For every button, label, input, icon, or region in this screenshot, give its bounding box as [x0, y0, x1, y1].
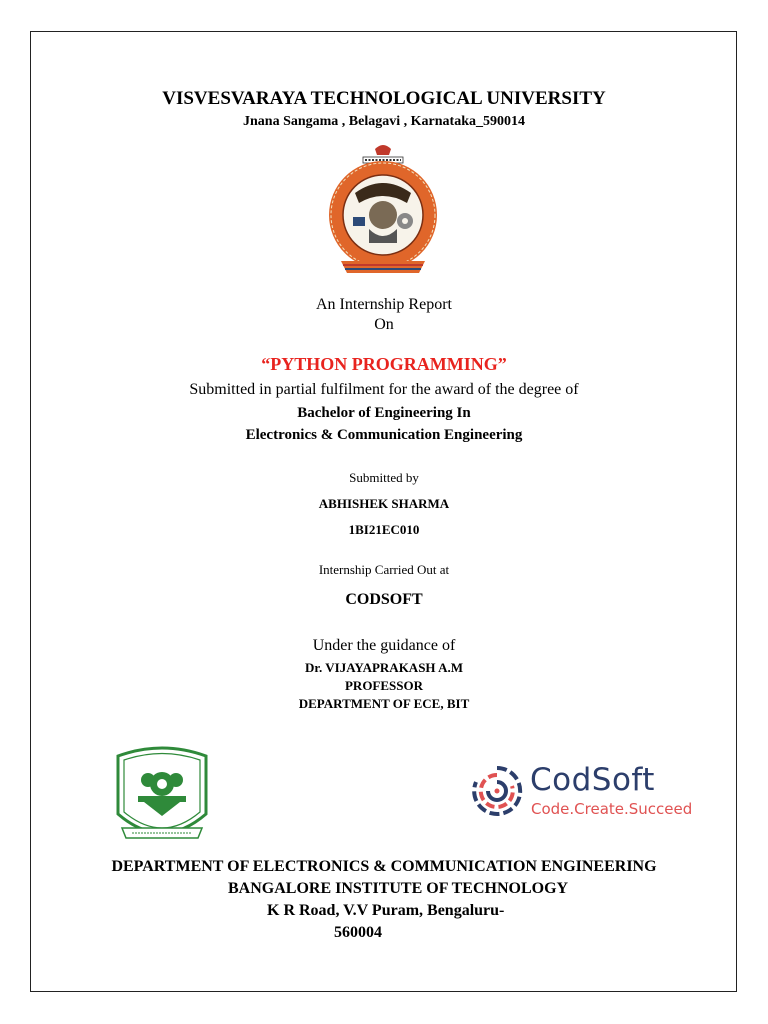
guide-designation: PROFESSOR — [344, 678, 423, 693]
footer-department: DEPARTMENT OF ELECTRONICS & COMMUNICATION ENGINEERING — [111, 858, 657, 875]
submitted-by-label: Submitted by — [349, 470, 419, 485]
university-name: VISVESVARAYA TECHNOLOGICAL UNIVERSITY — [162, 88, 606, 109]
university-address: Jnana Sangama , Belagavi , Karnataka_590014 — [243, 114, 525, 129]
internship-label: Internship Carried Out at — [318, 562, 450, 577]
bit-logo — [108, 744, 216, 846]
codsoft-tagline: Code.Create.Succeed — [531, 800, 693, 818]
student-name: ABHISHEK SHARMA — [318, 496, 450, 511]
codsoft-name: CodSoft — [530, 762, 655, 798]
degree-line1: Bachelor of Engineering In — [297, 405, 471, 421]
footer-institute: BANGALORE INSTITUTE OF TECHNOLOGY — [228, 880, 569, 897]
guidance-label: Under the guidance of — [312, 637, 456, 654]
report-title: “PYTHON PROGRAMMING” — [261, 354, 507, 374]
codsoft-spiral-icon — [470, 764, 524, 818]
vtu-logo — [323, 143, 443, 281]
report-heading-line2: On — [374, 316, 394, 333]
submission-purpose: Submitted in partial fulfilment for the award of the degree of — [189, 381, 579, 398]
guide-department: DEPARTMENT OF ECE, BIT — [298, 696, 470, 711]
guide-name: Dr. VIJAYAPRAKASH A.M — [305, 660, 463, 675]
footer-pincode: 560004 — [334, 924, 382, 941]
degree-line2: Electronics & Communication Engineering — [245, 427, 523, 443]
student-usn: 1BI21EC010 — [348, 522, 420, 537]
codsoft-logo — [470, 762, 710, 822]
footer-address: K R Road, V.V Puram, Bengaluru- — [267, 902, 505, 919]
ribbon-icon — [341, 261, 425, 273]
internship-company: CODSOFT — [345, 591, 423, 608]
report-heading-line1: An Internship Report — [316, 296, 452, 313]
vtu-crown-icon — [363, 145, 403, 163]
